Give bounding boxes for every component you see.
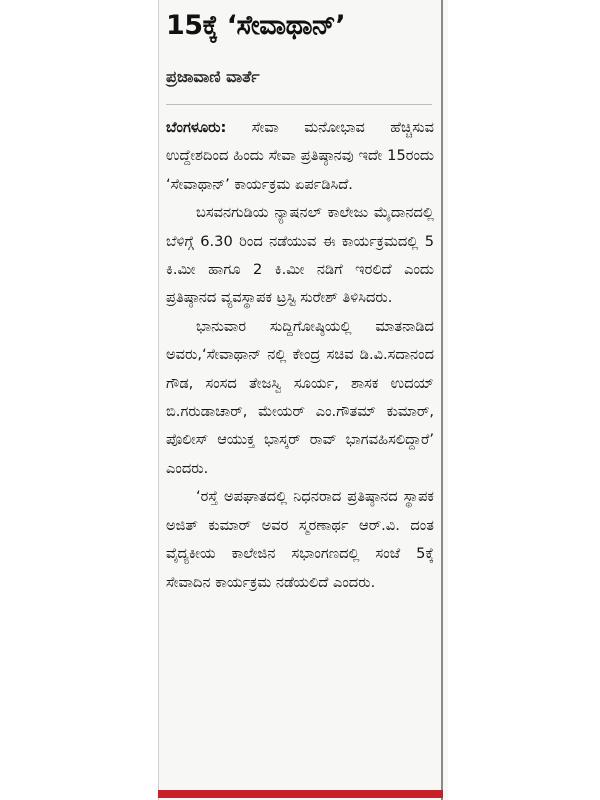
accent-bar — [158, 790, 443, 798]
article-byline: ಪ್ರಜಾವಾಣಿ ವಾರ್ತೆ — [166, 67, 260, 86]
column-rule-left — [158, 0, 159, 800]
article-paragraph-1-text: ಸೇವಾ ಮನೋಭಾವ ಹೆಚ್ಚಿಸುವ ಉದ್ದೇಶದಿಂದ ಹಿಂದು ಸೇವಾ ಪ್ರತಿಷ್ಠಾನವು ಇದೇ 15ರಂದು ‘ಸೇವಾಥಾನ್’ ಕಾರ್ಯಕ್ರಮ ಏರ್ಪಡಿಸಿದೆ. — [166, 119, 435, 193]
article-headline: 15ಕ್ಕೆ ‘ಸೇವಾಥಾನ್’ — [166, 10, 346, 41]
article-body — [166, 114, 434, 597]
column-rule-right — [441, 0, 443, 800]
article-dateline: ಬೆಂಗಳೂರು: — [166, 119, 227, 136]
article-paragraph-4: ‘ರಸ್ತೆ ಅಪಘಾತದಲ್ಲಿ ನಿಧನರಾದ ಪ್ರತಿಷ್ಠಾನದ ಸ್ಥಾಪಕ ಅಜಿತ್ ಕುಮಾರ್ ಅವರ ಸ್ಮರಣಾರ್ಥ ಆರ್.ವಿ. ದಂತ ವೈದ್ಯಕೀಯ ಕಾಲೇಜಿನ ಸಭಾಂಗಣದಲ್ಲಿ ಸಂಜೆ 5ಕ್ಕೆ ಸೇವಾದಿನ ಕಾರ್ಯಕ್ರಮ ನಡೆಯಲಿದೆ ಎಂದರು. — [166, 488, 434, 591]
article-paragraph-2: ಬಸವನಗುಡಿಯ ನ್ಯಾಷನಲ್ ಕಾಲೇಜು ಮೈದಾನದಲ್ಲಿ ಬೆಳಿಗ್ಗೆ 6.30 ರಿಂದ ನಡೆಯುವ ಈ ಕಾರ್ಯಕ್ರಮದಲ್ಲಿ 5 ಕಿ.ಮೀ ಹಾಗೂ 2 ಕಿ.ಮೀ ನಡಿಗೆ ಇರಲಿದೆ ಎಂದು ಪ್ರತಿಷ್ಠಾನದ ವ್ಯವಸ್ಥಾಪಕ ಟ್ರಸ್ಟಿ ಸುರೇಶ್ ತಿಳಿಸಿದರು. — [166, 204, 434, 307]
article-paragraph-1 — [166, 114, 434, 199]
byline-divider — [166, 104, 432, 105]
article-paragraph-3: ಭಾನುವಾರ ಸುದ್ದಿಗೋಷ್ಠಿಯಲ್ಲಿ ಮಾತನಾಡಿದ ಅವರು,‘ಸೇವಾಥಾನ್ ನಲ್ಲಿ ಕೇಂದ್ರ ಸಚಿವ ಡಿ.ವಿ.ಸದಾನಂದ ಗೌಡ, ಸಂಸದ ತೇಜಸ್ವಿ ಸೂರ್ಯ, ಶಾಸಕ ಉದಯ್ ಬಿ.ಗರುಡಾಚಾರ್, ಮೇಯರ್ ಎಂ.ಗೌತಮ್ ಕುಮಾರ್, ಪೊಲೀಸ್ ಆಯುಕ್ತ ಭಾಸ್ಕರ್ ರಾವ್ ಭಾಗವಹಿಸಲಿದ್ದಾರೆ’ ಎಂದರು. — [166, 317, 434, 477]
